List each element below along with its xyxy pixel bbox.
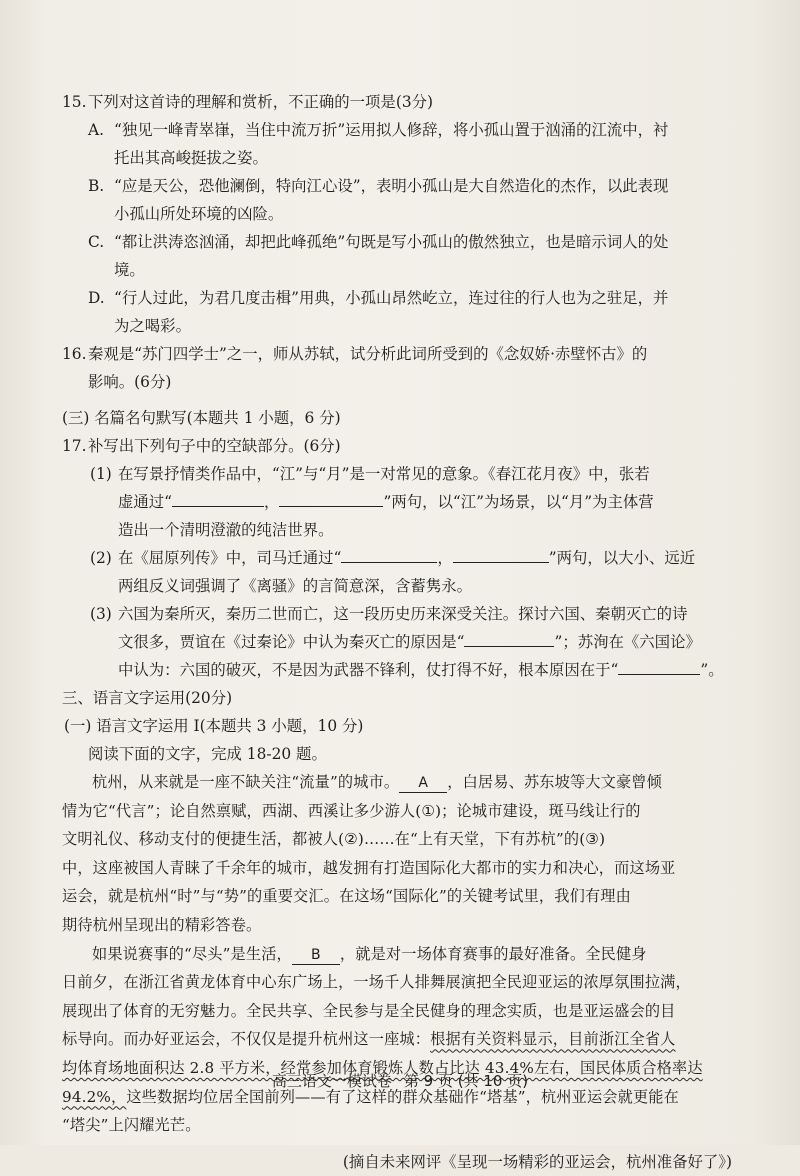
answer-blank[interactable]	[453, 545, 549, 563]
section-heading: (三) 名篇名句默写(本题共 1 小题，6 分)	[62, 409, 341, 427]
page-number: 第 9 页 (共 10 页)	[403, 1072, 529, 1090]
answer-blank[interactable]	[172, 489, 264, 507]
question-16-cont	[62, 368, 732, 396]
passage-line: 期待杭州呈现出的精彩答卷。	[62, 915, 262, 934]
circled-number[interactable]: ③	[585, 830, 600, 849]
option-a	[62, 116, 732, 144]
sub-question-3-line3	[62, 656, 732, 684]
sub-text: ”两句，以大小、远近	[548, 549, 696, 567]
passage-text: 这些数据均位居全国前列——有了这样的群众基础作“塔基”，杭州亚运会就更能在	[126, 1087, 679, 1106]
option-text: “行人过此，为君几度击楫”用典，小孤山昂然屹立，连过往的行人也为之驻足，并	[114, 289, 669, 307]
passage-line: 展现出了体育的无穷魅力。全民共享、全民参与是全民健身的理念实质，也是亚运盛会的目	[62, 1001, 676, 1020]
question-15	[62, 88, 732, 116]
sub-question-1	[62, 460, 732, 488]
question-17	[62, 432, 732, 460]
page-footer	[0, 1070, 800, 1091]
passage-text: 杭州，从来就是一座不缺关注“流量”的城市。	[92, 773, 400, 791]
wavy-underlined-text: 均体育场地面积达 2.8 平方米，经常参加体育锻炼人数占比达 43.4%左右，国民体质合格率达	[62, 1058, 703, 1077]
sub-question-2	[62, 544, 732, 572]
option-b-cont: 小孤山所处环境的凶险。	[114, 205, 284, 223]
passage-text: )；论城市建设，斑马线让行的	[435, 801, 641, 820]
passage-source: (摘自未来网评《呈现一场精彩的亚运会，杭州准备好了》)	[342, 1152, 732, 1171]
passage-line: “塔尖”上闪耀光芒。	[62, 1116, 201, 1135]
question-number: 16.	[62, 345, 87, 363]
sub-label: (2)	[90, 549, 112, 567]
passage-line: 运会，就是杭州“时”与“势”的重要交汇。在这场“国际化”的关键考试里，我们有理由	[62, 887, 631, 906]
passage-text: 情为它“代言”；论自然禀赋，西湖、西溪让多少游人(	[62, 801, 422, 820]
sub-question-3	[62, 600, 732, 628]
sub-question-1-line2	[62, 488, 732, 516]
sub-text: ”。	[700, 661, 724, 679]
sub-text: 虚通过“	[118, 493, 173, 511]
blank-a[interactable]: A	[399, 774, 447, 793]
passage-line	[62, 940, 732, 969]
sub-text: ，	[437, 549, 453, 567]
question-16	[62, 340, 732, 368]
option-text: “应是天公，恐他澜倒，特向江心设”，表明小孤山是大自然造化的杰作，以此表现	[114, 177, 669, 195]
answer-blank[interactable]	[341, 545, 437, 563]
exam-title: 高三语文一模试卷	[271, 1072, 392, 1090]
sub-question-3-line2	[62, 628, 732, 656]
option-d	[62, 284, 732, 312]
passage-text: ，就是对一场体育赛事的最好准备。全民健身	[339, 944, 647, 963]
answer-blank[interactable]	[618, 657, 700, 675]
sub-question-2-line2: 两组反义词强调了《离骚》的言简意深，含蓄隽永。	[118, 577, 472, 595]
passage-line: 日前夕，在浙江省黄龙体育中心东广场上，一场千人排舞展演把全民迎亚运的浓厚氛围拉满，	[62, 973, 691, 992]
sub-text: 六国为秦所灭，秦历二世而亡，这一段历史历来深受关注。探讨六国、秦朝灭亡的诗	[118, 605, 688, 623]
circled-number[interactable]: ①	[421, 801, 436, 820]
option-d-cont: 为之喝彩。	[114, 317, 191, 335]
reading-instruction: 阅读下面的文字，完成 18-20 题。	[88, 745, 327, 763]
passage-text: )	[599, 830, 606, 849]
passage-text: 如果说赛事的“尽头”是生活，	[92, 944, 292, 963]
circled-number[interactable]: ②	[344, 830, 358, 849]
sub-text: ，	[264, 493, 280, 511]
option-label: B.	[88, 177, 105, 195]
sub-question-1-line3: 造出一个清明澄澈的纯洁世界。	[118, 521, 334, 539]
question-stem: 秦观是“苏门四学士”之一，师从苏轼，试分析此词所受到的《念奴娇·赤壁怀古》的	[88, 345, 648, 363]
passage-text: 标导向。而办好亚运会，不仅仅是提升杭州这一座城：	[62, 1030, 431, 1049]
sub-text: 在写景抒情类作品中，“江”与“月”是一对常见的意象。《春江花月夜》中，张若	[118, 465, 650, 483]
answer-blank[interactable]	[464, 629, 554, 647]
sub-label: (1)	[90, 465, 112, 483]
question-number: 17.	[62, 437, 87, 455]
blank-b[interactable]: B	[292, 946, 340, 965]
page-content	[62, 88, 732, 1176]
option-label: A.	[88, 121, 105, 139]
wavy-underlined-text: 94.2%，	[62, 1087, 127, 1106]
option-c-cont: 境。	[114, 261, 145, 279]
passage-text: ，白居易、苏东坡等大文豪曾倾	[447, 773, 662, 791]
option-c	[62, 228, 732, 256]
question-stem: 补写出下列句子中的空缺部分。(6分)	[88, 437, 341, 455]
sub-text: ”两句，以“江”为场景，以“月”为主体营	[383, 493, 654, 511]
option-a-cont: 托出其高峻挺拔之姿。	[114, 149, 268, 167]
passage-line	[62, 825, 732, 854]
passage-line	[62, 1025, 732, 1054]
part-heading: 三、语言文字运用(20分)	[62, 689, 233, 707]
passage-line	[62, 797, 732, 826]
option-label: C.	[88, 233, 105, 251]
passage-text: )……在“上有天堂，下有苏杭”的(	[357, 830, 586, 849]
sub-label: (3)	[90, 605, 112, 623]
question-stem: 下列对这首诗的理解和赏析，不正确的一项是(3分)	[88, 93, 434, 111]
option-b	[62, 172, 732, 200]
passage-text: 文明礼仪、移动支付的便捷生活，都被人(	[62, 830, 345, 849]
sub-text: 在《屈原列传》中，司马迁通过“	[118, 549, 342, 567]
option-text: “独见一峰青崒嵂，当住中流万折”运用拟人修辞，将小孤山置于汹涌的江流中，衬	[114, 121, 669, 139]
sub-text: 文很多，贾谊在《过秦论》中认为秦灭亡的原因是“	[118, 633, 465, 651]
option-text: “都让洪涛恣汹涌，却把此峰孤绝”句既是写小孤山的傲然独立，也是暗示词人的处	[114, 233, 669, 251]
question-number: 15.	[62, 93, 87, 111]
passage-line: 中，这座被国人青睐了千余年的城市，越发拥有打造国际化大都市的实力和决心，而这场亚	[62, 858, 676, 877]
question-stem-cont: 影响。(6分)	[88, 373, 172, 391]
wavy-underlined-text: 根据有关资料显示，目前浙江全省人	[430, 1030, 676, 1049]
answer-blank[interactable]	[279, 489, 383, 507]
sub-text: ”；苏洵在《六国论》	[554, 633, 701, 651]
subsection-heading: (一) 语言文字运用 Ⅰ(本题共 3 小题，10 分)	[64, 717, 364, 735]
passage-line	[62, 768, 732, 797]
sub-text: 中认为：六国的破灭，不是因为武器不锋利，仗打得不好，根本原因在于“	[118, 661, 619, 679]
option-label: D.	[88, 289, 105, 307]
